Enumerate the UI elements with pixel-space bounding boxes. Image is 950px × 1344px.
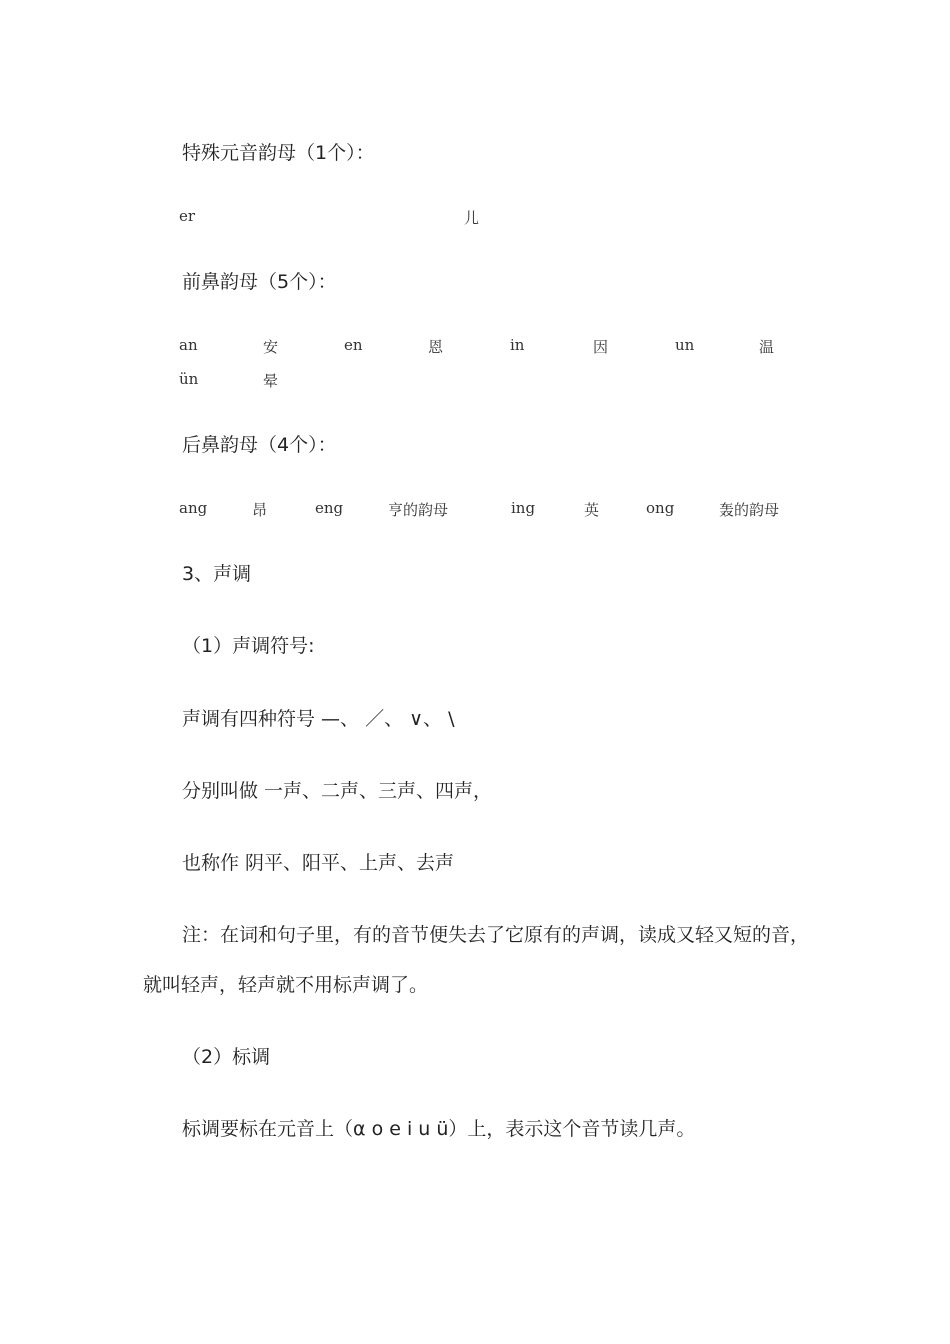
back-nasal-heading: 后鼻韵母（4个）： xyxy=(182,434,337,456)
tone-placement-line: 标调要标在元音上（α o e i u ü）上，表示这个音节读几声。 xyxy=(182,1118,696,1140)
pinyin-er: er xyxy=(179,207,196,225)
char-an: 安 xyxy=(263,338,279,356)
char-ing: 英 xyxy=(584,501,600,519)
pinyin-an: an xyxy=(179,336,198,354)
tone-names-line: 分别叫做 一声、二声、三声、四声， xyxy=(182,780,493,802)
pinyin-en: en xyxy=(344,336,363,354)
tone-alt-names-line: 也称作 阴平、阳平、上声、去声 xyxy=(182,852,455,874)
pinyin-un: un xyxy=(675,336,695,354)
tone-marks-line: 声调有四种符号 —、 ／、 ∨、 \ xyxy=(182,708,455,730)
tones-section-title: 3、声调 xyxy=(182,563,252,585)
char-ang: 昂 xyxy=(252,501,268,519)
char-in: 因 xyxy=(593,338,609,356)
tone-placement-subheading: （2）标调 xyxy=(182,1046,271,1068)
neutral-tone-note-line2: 就叫轻声，轻声就不用标声调了。 xyxy=(143,974,429,996)
pinyin-ong: ong xyxy=(646,499,675,517)
char-vn: 晕 xyxy=(263,372,279,390)
pinyin-ing: ing xyxy=(511,499,536,517)
char-ong: 轰的韵母 xyxy=(719,501,780,519)
char-un: 温 xyxy=(759,338,775,356)
pinyin-vn: ün xyxy=(179,370,199,388)
neutral-tone-note-line1: 注：在词和句子里，有的音节便失去了它原有的声调，读成又轻又短的音， xyxy=(182,924,810,946)
pinyin-in: in xyxy=(510,336,525,354)
tone-marks-subheading: （1）声调符号: xyxy=(182,635,315,657)
pinyin-ang: ang xyxy=(179,499,208,517)
char-eng: 亨的韵母 xyxy=(388,501,449,519)
pinyin-eng: eng xyxy=(315,499,344,517)
front-nasal-heading: 前鼻韵母（5个）： xyxy=(182,271,337,293)
char-en: 恩 xyxy=(428,338,444,356)
special-vowel-heading: 特殊元音韵母（1个）： xyxy=(182,142,375,164)
char-er: 儿 xyxy=(464,209,480,227)
